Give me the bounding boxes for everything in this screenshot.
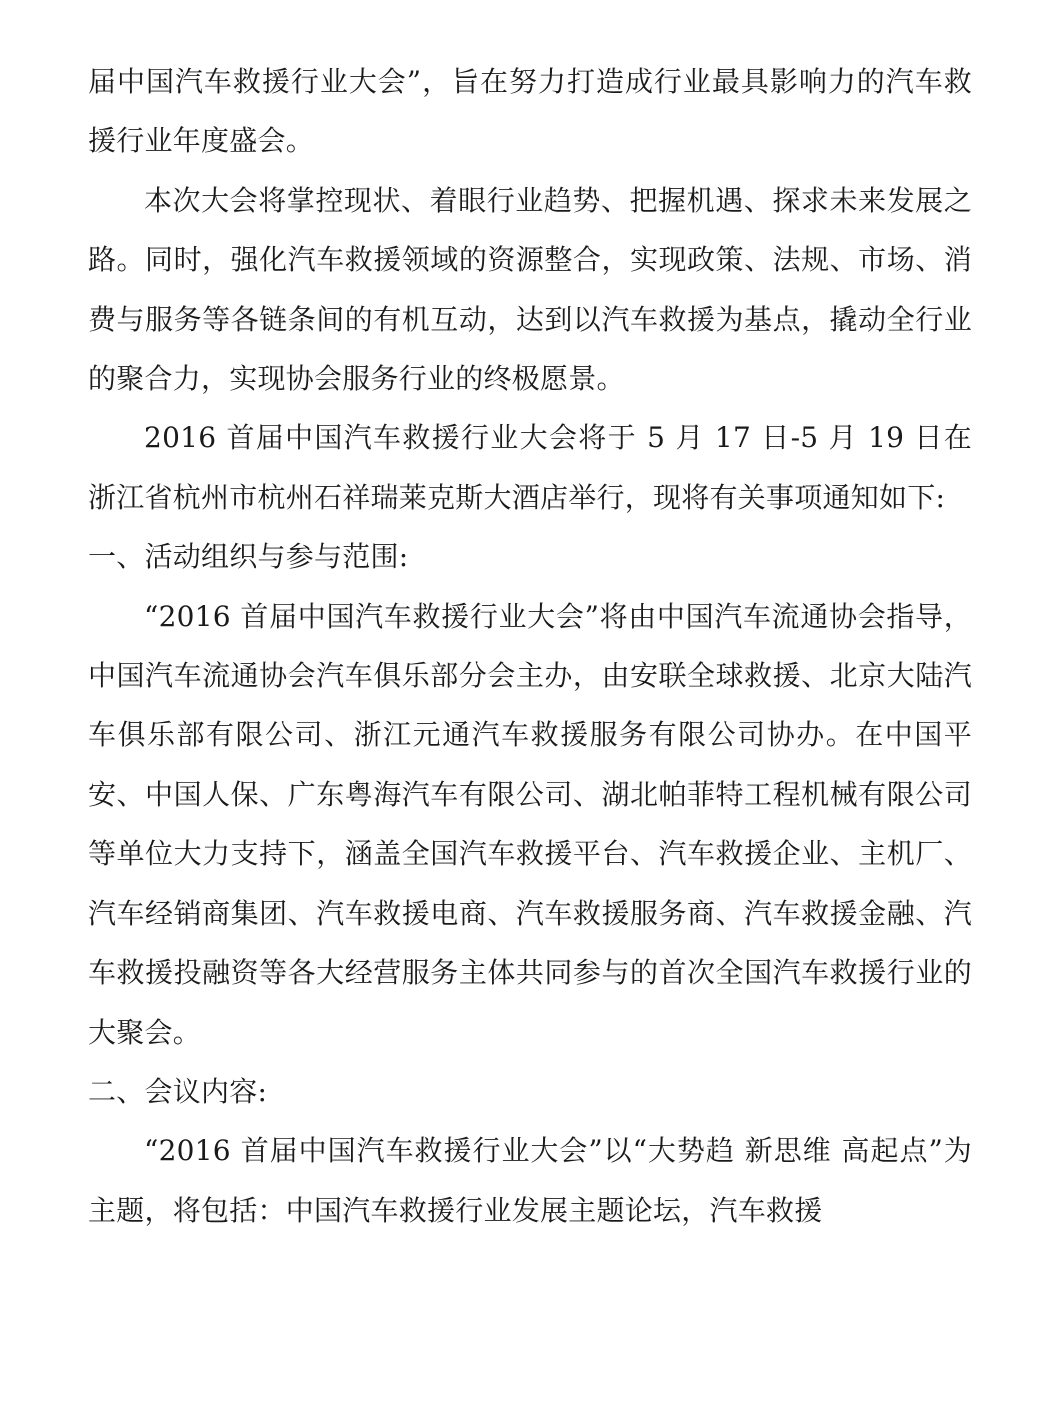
paragraph-conference-schedule: 2016 首届中国汽车救援行业大会将于 5 月 17 日-5 月 19 日在浙江省杭州市杭州石祥瑞莱克斯大酒店举行，现将有关事项通知如下: (88, 421, 972, 514)
paragraph-conference-goals: 本次大会将掌控现状、着眼行业趋势、把握机遇、探求未来发展之路。同时，强化汽车救援领域的资源整合，实现政策、法规、市场、消费与服务等各链条间的有机互动，达到以汽车救援为基点，撬动全行业的聚合力，实现协会服务行业的终极愿景。 (88, 183, 972, 396)
document-page (88, 52, 972, 1240)
paragraph-continuation: 届中国汽车救援行业大会”，旨在努力打造成行业最具影响力的汽车救援行业年度盛会。 (88, 65, 972, 158)
section-heading-content: 二、会议内容: (88, 1074, 268, 1108)
paragraph-organization: “2016 首届中国汽车救援行业大会”将由中国汽车流通协会指导，中国汽车流通协会汽车俱乐部分会主办，由安联全球救援、北京大陆汽车俱乐部有限公司、浙江元通汽车救援服务有限公司协办。在中国平安、中国人保、广东粤海汽车有限公司、湖北帕菲特工程机械有限公司等单位大力支持下，涵盖全国汽车救援平台、汽车救援企业、主机厂、汽车经销商集团、汽车救援电商、汽车救援服务商、汽车救援金融、汽车救援投融资等各大经营服务主体共同参与的首次全国汽车救援行业的大聚会。 (88, 599, 972, 1049)
paragraph-content: “2016 首届中国汽车救援行业大会”以“大势趋 新思维 高起点”为主题，将包括：中国汽车救援行业发展主题论坛，汽车救援 (88, 1134, 972, 1227)
section-heading-organization: 一、活动组织与参与范围: (88, 540, 409, 574)
